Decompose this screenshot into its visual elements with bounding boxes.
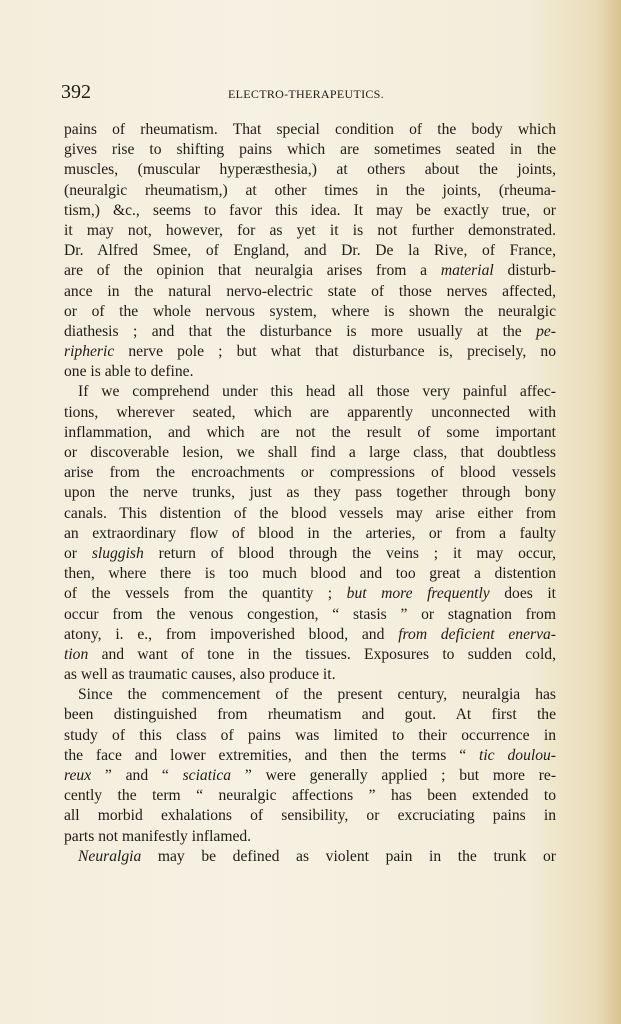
text-line: one is able to define.: [64, 363, 194, 381]
text-line: canals. This distention of the blood vessels may arise either from: [64, 504, 556, 522]
text-line: Neuralgia may be defined as violent pain in the trunk or: [78, 847, 556, 865]
text-line: pains of rheumatism. That special condition of the body which: [64, 121, 556, 138]
text-line: Dr. Alfred Smee, of England, and Dr. De la Rive, of France,: [64, 242, 556, 260]
text-line: upon the nerve trunks, just as they pass together through bony: [64, 484, 556, 502]
body-text: [64, 120, 556, 867]
text-line: inflammation, and which are not the result of some important: [64, 423, 556, 441]
page-number: 392: [61, 81, 91, 103]
text-line: tion and want of tone in the tissues. Exposures to sudden cold,: [64, 645, 556, 663]
text-line: an extraordinary flow of blood in the arteries, or from a faulty: [64, 524, 556, 542]
text-line: atony, i. e., from impoverished blood, and from deficient enerva-: [64, 625, 556, 643]
text-line: tism,) &c., seems to favor this idea. It may be exactly true, or: [64, 201, 556, 219]
text-line: muscles, (muscular hyperæsthesia,) at others about the joints,: [64, 161, 556, 179]
text-line: are of the opinion that neuralgia arises from a material disturb-: [64, 262, 556, 280]
text-line: all morbid exhalations of sensibility, or excruciating pains in: [64, 807, 556, 825]
text-line: occur from the venous congestion, “ stasis ” or stagnation from: [64, 605, 556, 623]
text-line: study of this class of pains was limited to their occurrence in: [64, 726, 556, 744]
text-line: cently the term “ neuralgic affections ” has been extended to: [64, 787, 556, 805]
text-line: it may not, however, for as yet it is not further demonstrated.: [64, 221, 556, 239]
text-line: or sluggish return of blood through the veins ; it may occur,: [64, 544, 556, 562]
text-line: Since the commencement of the present century, neuralgia has: [78, 686, 556, 704]
text-line: ripheric nerve pole ; but what that disturbance is, precisely, no: [64, 343, 556, 361]
text-line: diathesis ; and that the disturbance is more usually at the pe-: [64, 322, 556, 340]
text-line: If we comprehend under this head all those very painful affec-: [78, 383, 556, 401]
text-line: tions, wherever seated, which are apparently unconnected with: [64, 403, 556, 421]
text-line: (neuralgic rheumatism,) at other times in the joints, (rheuma-: [64, 181, 556, 199]
text-line: as well as traumatic causes, also produce it.: [64, 666, 336, 684]
text-line: or discoverable lesion, we shall find a large class, that doubtless: [64, 444, 556, 461]
text-line: gives rise to shifting pains which are sometimes seated in the: [64, 141, 556, 159]
text-line: been distinguished from rheumatism and gout. At first the: [64, 706, 556, 724]
text-line: reux ” and “ sciatica ” were generally applied ; but more re-: [64, 767, 557, 784]
running-title: ELECTRO-THERAPEUTICS.: [228, 87, 384, 101]
text-line: ance in the natural nervo-electric state of those nerves affected,: [64, 282, 556, 300]
text-line: then, where there is too much blood and too great a distention: [64, 565, 556, 583]
text-line: parts not manifestly inflamed.: [64, 827, 252, 845]
page-header: [61, 80, 561, 104]
text-line: of the vessels from the quantity ; but more frequently does it: [64, 585, 556, 603]
text-line: the face and lower extremities, and then the terms “ tic doulou-: [64, 746, 556, 764]
text-line: arise from the encroachments or compressions of blood vessels: [64, 464, 556, 482]
text-line: or of the whole nervous system, where is shown the neuralgic: [64, 302, 556, 320]
